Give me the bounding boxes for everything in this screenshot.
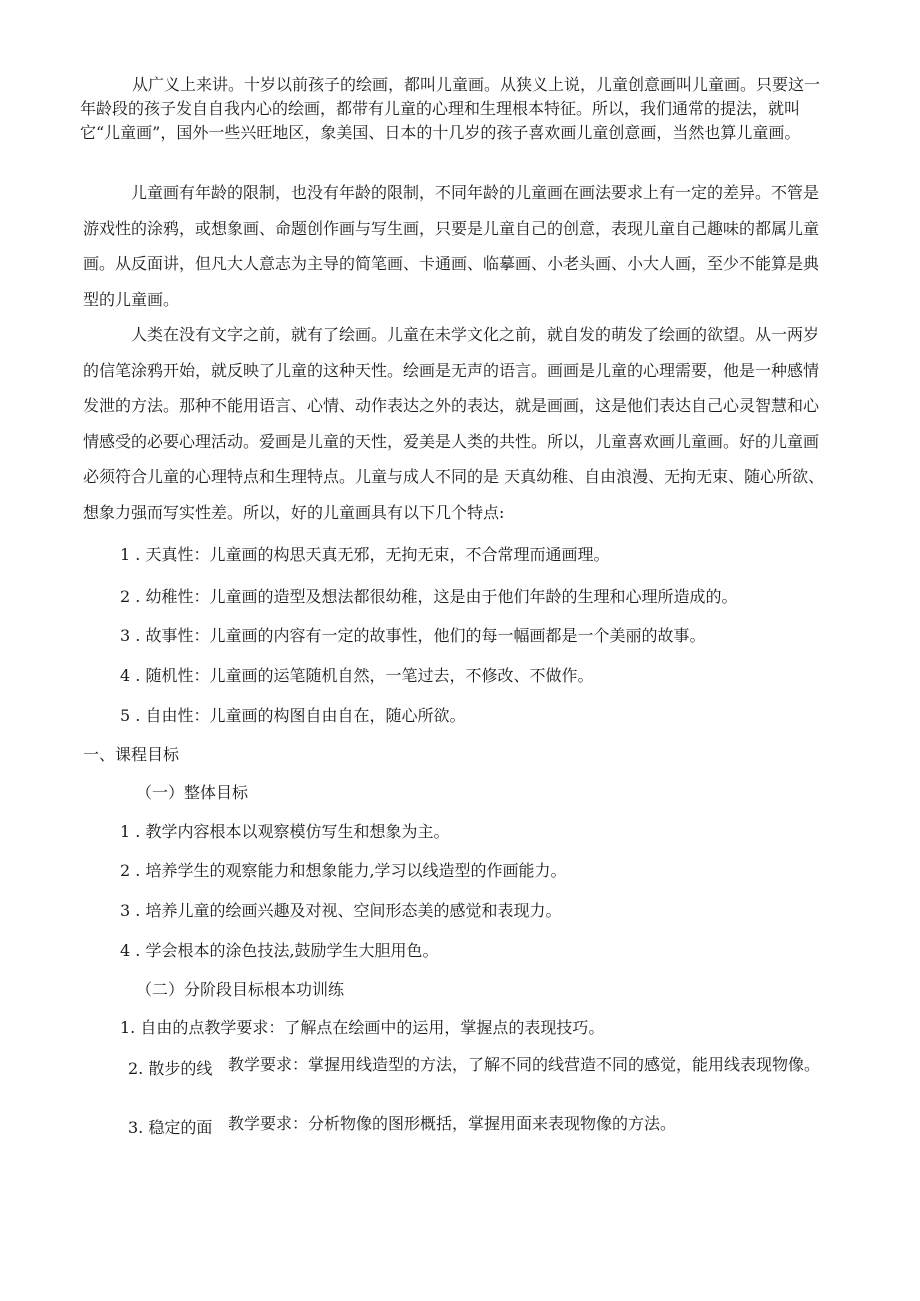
overall-heading: （一）整体目标 [136,783,249,802]
feature-item: 1 . 天真性：儿童画的构思天真无邪，无拘无束，不合常理而通画理。 [120,545,610,564]
overall-item: 2 . 培养学生的观察能力和想象能力,学习以线造型的作画能力。 [120,861,567,880]
feature-item: 2 . 幼稚性：儿童画的造型及想法都很幼稚，这是由于他们年龄的生理和心理所造成的。 [120,587,738,606]
staged-topic-lines-requirement: 教学要求：掌握用线造型的方法，了解不同的线营造不同的感觉，能用线表现物像。 [228,1055,821,1074]
age-paragraph: 儿童画有年龄的限制，也没有年龄的限制，不同年龄的儿童画在画法要求上有一定的差异。不管是游戏性的涂鸦，或想象画、命题创作画与写生画，只要是儿童自己的创意，表现儿童自己趣味的都属儿童画。从反面讲，但凡大人意志为主导的简笔画、卡通画、临摹画、小老头画、小大人画，至少不能算是典型的儿童画。 [83,183,820,309]
feature-item: 4 . 随机性：儿童画的运笔随机自然，一笔过去，不修改、不做作。 [120,666,594,685]
nature-paragraph: 人类在没有文字之前，就有了绘画。儿童在未学文化之前，就自发的萌发了绘画的欲望。从一两岁的信笔涂鸦开始，就反映了儿童的这种天性。绘画是无声的语言。画画是儿童的心理需要，他是一种感情发泄的方法。那种不能用语言、心情、动作表达之外的表达，就是画画，这是他们表达自己心灵智慧和心情感受的必要心理活动。爱画是儿童的天性，爱美是人类的共性。所以，儿童喜欢画儿童画。好的儿童画必须符合儿童的心理特点和生理特点。儿童与成人不同的是 天真幼稚、自由浪漫、无拘无束、随心所欲、想象力强而写实性差。所以，好的儿童画具有以下几个特点: [83,325,825,522]
overall-item: 1 . 教学内容根本以观察模仿写生和想象为主。 [120,822,450,841]
intro-paragraph: 从广义上来讲。十岁以前孩子的绘画，都叫儿童画。从狭义上说，儿童创意画叫儿童画。只要这一年龄段的孩子发自自我内心的绘画，都带有儿童的心理和生理根本特征。所以，我们通常的提法，就叫它“儿童画”，国外一些兴旺地区，象美国、日本的十几岁的孩子喜欢画儿童创意画，当然也算儿童画。 [80,75,821,142]
staged-topic-planes: 3. 稳定的面 [128,1118,213,1137]
staged-topic-lines: 2. 散步的线 [128,1059,213,1078]
overall-item: 4 . 学会根本的涂色技法,鼓励学生大胆用色。 [120,941,439,960]
feature-item: 5 . 自由性：儿童画的构图自由自在，随心所欲。 [120,706,466,725]
staged-item-points: 1. 自由的点教学要求：了解点在绘画中的运用，掌握点的表现技巧。 [120,1018,605,1037]
staged-heading: （二）分阶段目标根本功训练 [136,980,345,999]
overall-item: 3 . 培养儿童的绘画兴趣及对视、空间形态美的感觉和表现力。 [120,901,562,920]
section-title: 一、课程目标 [83,745,180,764]
feature-item: 3 . 故事性：儿童画的内容有一定的故事性，他们的每一幅画都是一个美丽的故事。 [120,626,706,645]
staged-topic-planes-requirement: 教学要求：分析物像的图形概括，掌握用面来表现物像的方法。 [228,1114,677,1133]
